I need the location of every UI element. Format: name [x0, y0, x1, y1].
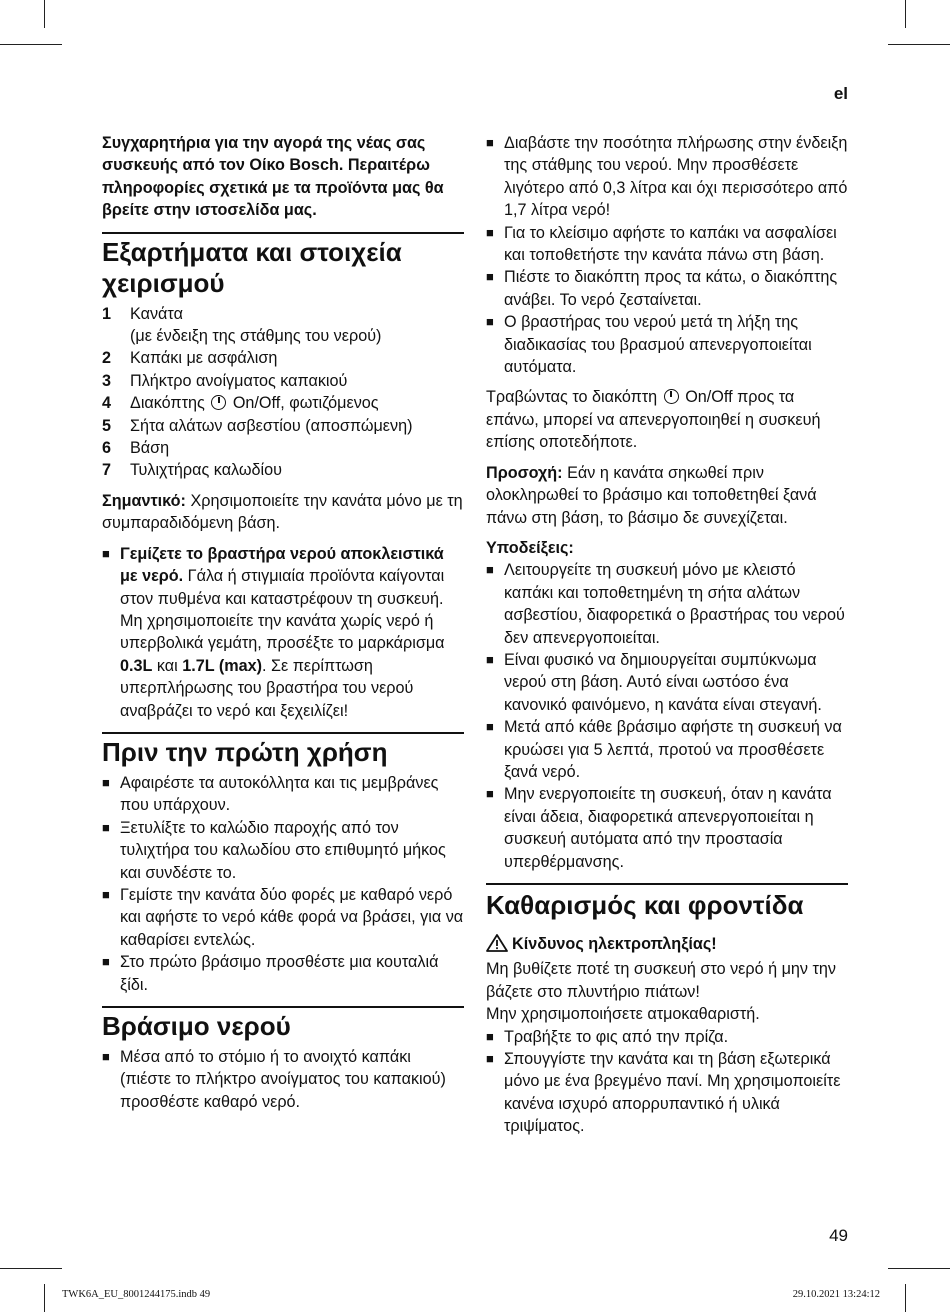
cleaning-heading: Καθαρισμός και φροντίδα	[486, 883, 848, 921]
bullet-icon: ■	[486, 135, 494, 150]
left-column	[102, 132, 464, 1121]
first-use-heading: Πριν την πρώτη χρήση	[102, 732, 464, 768]
switch-text-post: On/Off προς τα επάνω, μπορεί να απενεργοποιηθεί η συσκευή επίσης οποτεδήποτε.	[486, 388, 821, 452]
list-item	[102, 415, 464, 437]
item-text: Μην ενεργοποιείτε τη συσκευή, όταν η κανάτα είναι άδεια, διαφορετικά απενεργοποιείται η συσκευή αυτόματα από την προστασία υπερθέρμανσης.	[504, 785, 832, 871]
fill-and: και	[152, 656, 183, 675]
fill-text: Γάλα ή στιγμιαία προϊόντα καίγονται στον πυθμένα και καταστρέφουν τη συσκευή. Μη χρησιμοποιείτε την κανάτα χωρίς νερό ή υπερβολικά γεμάτη, προσέξτε το μαρκάρισμα	[120, 567, 445, 653]
notes-label	[486, 537, 848, 559]
boiling-heading: Βράσιμο νερού	[102, 1006, 464, 1042]
bullet-icon: ■	[486, 562, 494, 578]
bullet-icon: ■	[102, 819, 110, 835]
crop-mark	[0, 44, 62, 45]
list-item	[102, 772, 464, 817]
item-text: Μέσα από το στόμιο ή το ανοιχτό καπάκι (πιέστε το πλήκτρο ανοίγματος του καπακιού) προσθέστε καθαρό νερό.	[120, 1048, 446, 1111]
warning-icon	[486, 934, 508, 958]
bullet-icon: ■	[486, 314, 494, 330]
first-use-list	[102, 772, 464, 996]
bullet-icon: ■	[102, 545, 110, 561]
list-item	[486, 222, 848, 267]
bullet-icon: ■	[486, 651, 494, 667]
fill-warning-list	[102, 543, 464, 722]
item-text: Πιέστε το διακόπτη προς τα κάτω, ο διακόπτης ανάβει. Το νερό ζεσταίνεται.	[504, 268, 838, 309]
list-item	[486, 649, 848, 716]
power-icon	[211, 395, 226, 410]
important-note	[102, 490, 464, 535]
list-item	[102, 370, 464, 392]
list-item	[102, 347, 464, 369]
crop-mark	[905, 1284, 906, 1312]
item-text: Στο πρώτο βράσιμο προσθέστε μια κουταλιά ξίδι.	[120, 953, 439, 994]
attention-label: Προσοχή:	[486, 463, 563, 482]
notes-list	[486, 559, 848, 873]
list-item	[102, 437, 464, 459]
fill-text-end: . Σε περίπτωση υπερπλήρωσης του βραστήρα του νερού αναβράζει το νερό και ξεχειλίζει!	[120, 656, 414, 720]
switch-note	[486, 386, 848, 453]
item-text: Καπάκι με ασφάλιση	[130, 349, 278, 368]
crop-mark	[888, 1268, 950, 1269]
bullet-icon: ■	[102, 1049, 110, 1064]
item-number	[102, 325, 130, 347]
components-heading-line1: Εξαρτήματα και στοιχεία	[102, 236, 402, 267]
bullet-icon: ■	[102, 774, 110, 790]
item-number: 3	[102, 371, 112, 390]
list-item	[102, 459, 464, 481]
bullet-icon: ■	[486, 786, 494, 802]
item-text: Μετά από κάθε βράσιμο αφήστε τη συσκευή να κρυώσει για 5 λεπτά, προτού να προσθέσετε ξανά νερό.	[504, 718, 842, 781]
fill-bold: Γεμίζετε το βραστήρα νερού αποκλειστικά με νερό.	[120, 544, 444, 586]
right-column	[486, 132, 848, 1146]
notes-label-text: Υποδείξεις:	[486, 538, 574, 557]
mark-min: 0.3L	[120, 656, 153, 675]
item-text: Γεμίστε την κανάτα δύο φορές με καθαρό νερό και αφήστε το νερό κάθε φορά να βράσει, για να καθαρίσει εντελώς.	[120, 885, 464, 949]
item-text	[130, 392, 379, 414]
bullet-icon: ■	[102, 954, 110, 970]
crop-mark	[888, 44, 950, 45]
item-text: Ο βραστήρας του νερού μετά τη λήξη της διαδικασίας του βρασμού απενεργοποιείται αυτόματα.	[504, 313, 812, 377]
list-item	[486, 132, 848, 222]
item-text: Ξετυλίξτε το καλώδιο παροχής από τον τυλιχτήρα του καλωδίου στο επιθυμητό μήκος και συνδέστε το.	[120, 818, 446, 882]
list-item	[102, 817, 464, 884]
footer-datetime: 29.10.2021 13:24:12	[792, 1289, 880, 1300]
crop-mark	[44, 0, 45, 28]
attention-note	[486, 462, 848, 529]
power-icon	[664, 389, 679, 404]
item-number: 2	[102, 349, 112, 368]
boiling-list-continued	[486, 132, 848, 378]
danger-warning	[486, 933, 848, 958]
bullet-icon: ■	[486, 719, 494, 735]
item-number: 6	[102, 439, 112, 458]
list-item	[486, 783, 848, 873]
fill-warning-text	[120, 543, 464, 722]
danger-label: Κίνδυνος ηλεκτροπληξίας!	[512, 935, 717, 953]
bullet-icon: ■	[486, 1028, 494, 1044]
page-number: 49	[829, 1226, 848, 1245]
item-number: 1	[102, 304, 112, 323]
item-text: Τυλιχτήρας καλωδίου	[130, 461, 283, 480]
attention-text: Εάν η κανάτα σηκωθεί πριν ολοκληρωθεί το βράσιμο και τοποθετηθεί ξανά πάνω στη βάση, το βάσιμο δε συνεχίζεται.	[486, 463, 817, 527]
list-item	[102, 543, 464, 722]
switch-text-pre: Τραβώντας το διακόπτη	[486, 388, 658, 407]
list-item	[102, 392, 464, 414]
intro-text: Συγχαρητήρια για την αγορά της νέας σας συσκευής από τον Οίκο Bosch. Περαιτέρω πληροφορίες σχετικά με τα προϊόντα μας θα βρείτε στην ιστοσελίδα μας.	[102, 134, 444, 220]
components-list	[102, 303, 464, 482]
crop-mark	[44, 1284, 45, 1312]
bullet-icon: ■	[486, 269, 494, 285]
list-item	[486, 311, 848, 378]
crop-mark	[0, 1268, 62, 1269]
item-number: 7	[102, 461, 112, 480]
mark-max: 1.7L (max)	[182, 656, 263, 675]
item-text-post: On/Off, φωτιζόμενος	[232, 394, 379, 413]
item-text: Τραβήξτε το φις από την πρίζα.	[504, 1027, 729, 1046]
components-heading-line2: χειρισμού	[102, 267, 225, 298]
list-item	[486, 1048, 848, 1138]
item-text: Σήτα αλάτων ασβεστίου (αποσπώμενη)	[130, 416, 413, 435]
danger-text-2: Μην χρησιμοποιήσετε ατμοκαθαριστή.	[486, 1005, 760, 1024]
crop-mark	[905, 0, 906, 28]
cleaning-list	[486, 1026, 848, 1138]
item-text-pre: Διακόπτης	[130, 394, 205, 413]
list-item	[102, 303, 464, 325]
item-text: Αφαιρέστε τα αυτοκόλλητα και τις μεμβράνες που υπάρχουν.	[120, 773, 439, 815]
language-code: el	[833, 84, 848, 103]
item-number: 5	[102, 416, 112, 435]
item-text: (με ένδειξη της στάθμης του νερού)	[130, 327, 382, 346]
item-text: Πλήκτρο ανοίγματος καπακιού	[130, 371, 348, 390]
bullet-icon: ■	[486, 224, 494, 240]
danger-text: Μη βυθίζετε ποτέ τη συσκευή στο νερό ή μην την βάζετε στο πλυντήριο πιάτων!	[486, 960, 837, 1001]
boiling-list-start	[102, 1046, 464, 1113]
item-text: Είναι φυσικό να δημιουργείται συμπύκνωμα νερού στη βάση. Αυτό είναι ωστόσο ένα κανονικό φαινόμενο, η κανάτα είναι στεγανή.	[504, 650, 822, 714]
item-text: Κανάτα	[130, 304, 183, 323]
list-item	[486, 1026, 848, 1048]
list-item	[486, 716, 848, 783]
item-number: 4	[102, 394, 112, 413]
bullet-icon: ■	[102, 886, 110, 902]
components-heading	[102, 232, 464, 299]
list-item	[486, 266, 848, 311]
item-text: Σπουγγίστε την κανάτα και τη βάση εξωτερικά μόνο με ένα βρεγμένο πανί. Μη χρησιμοποιείτε κανένα ισχυρό απορρυπαντικό ή υλικά τριψίματος.	[504, 1050, 841, 1136]
item-text: Λειτουργείτε τη συσκευή μόνο με κλειστό καπάκι και τοποθετημένη τη σήτα αλάτων ασβεστίου, διαφορετικά ο βραστήρας του νερού δεν απενεργοποιείται.	[504, 561, 845, 647]
important-text: Χρησιμοποιείτε την κανάτα μόνο με τη συμπαραδιδόμενη βάση.	[102, 491, 463, 533]
list-item	[486, 559, 848, 649]
list-item	[102, 884, 464, 951]
list-item	[102, 951, 464, 996]
important-label: Σημαντικό:	[102, 491, 186, 510]
footer-file: TWK6A_EU_8001244175.indb 49	[62, 1289, 211, 1300]
item-text: Για το κλείσιμο αφήστε το καπάκι να ασφαλίσει και τοποθετήστε την κανάτα πάνω στη βάση.	[504, 223, 837, 265]
list-item	[102, 325, 464, 347]
list-item	[102, 1046, 464, 1113]
bullet-icon: ■	[486, 1051, 494, 1067]
item-text: Διαβάστε την ποσότητα πλήρωσης στην ένδειξη της στάθμης του νερού. Μην προσθέσετε λιγότερο από 0,3 λίτρα και όχι περισσότερο από 1,7 λίτρα νερό!	[504, 134, 848, 220]
item-text: Βάση	[130, 439, 170, 458]
